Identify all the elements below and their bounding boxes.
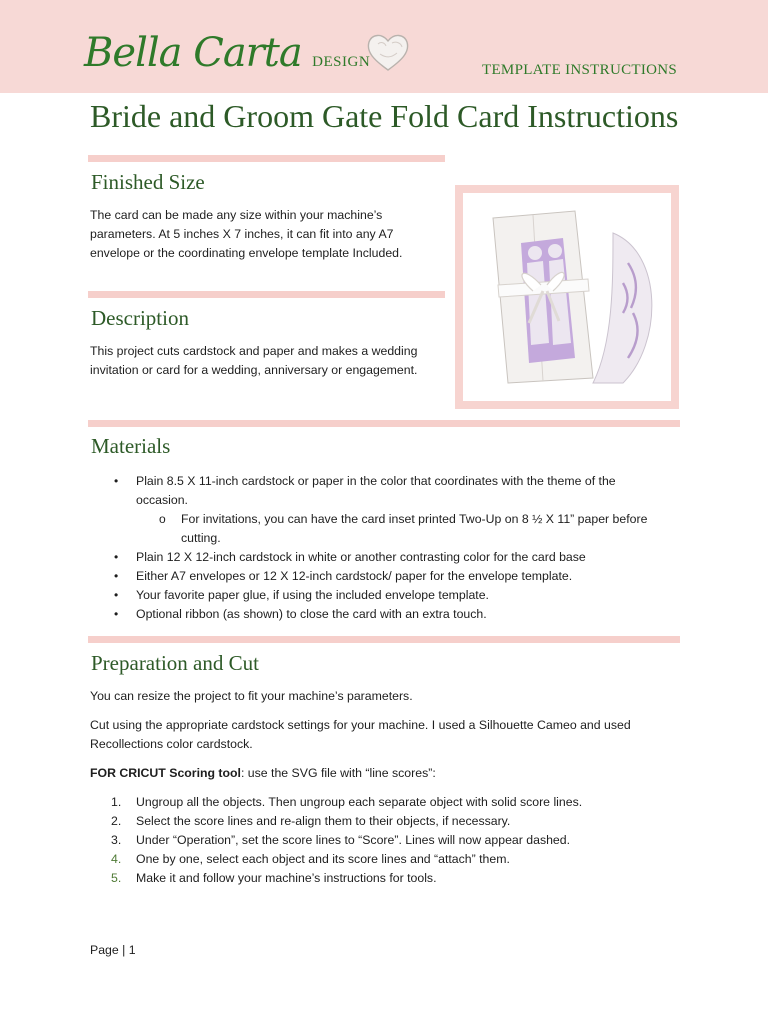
bullet-disc: • bbox=[114, 550, 119, 564]
list-item bbox=[111, 793, 676, 812]
list-item-text: Select the score lines and re-align them to their objects, if necessary. bbox=[136, 814, 511, 828]
materials-list bbox=[114, 472, 676, 624]
list-item-text: Plain 12 X 12-inch cardstock in white or another contrasting color for the card base bbox=[136, 550, 586, 564]
scoring-tool-text bbox=[90, 764, 436, 783]
bullet-circle: o bbox=[159, 512, 166, 526]
description-heading: Description bbox=[91, 306, 189, 330]
list-item-text: cutting. bbox=[181, 531, 221, 545]
section-divider bbox=[88, 155, 445, 162]
text-line: The card can be made any size within your machine’s bbox=[90, 208, 383, 222]
step-number: 2. bbox=[111, 814, 122, 828]
product-photo-frame bbox=[455, 185, 679, 409]
list-item bbox=[111, 869, 676, 888]
bullet-disc: • bbox=[114, 569, 119, 583]
finished-size-heading: Finished Size bbox=[91, 170, 205, 194]
bullet-disc: • bbox=[114, 607, 119, 621]
list-item bbox=[114, 586, 676, 605]
brand-logo-design: DESIGN bbox=[312, 54, 371, 70]
list-item bbox=[114, 567, 676, 586]
list-item-text: Either A7 envelopes or 12 X 12-inch cardstock/ paper for the envelope template. bbox=[136, 569, 573, 583]
bullet-disc: • bbox=[114, 474, 119, 488]
brand-logo bbox=[84, 30, 370, 76]
product-photo bbox=[463, 193, 671, 401]
step-number: 1. bbox=[111, 795, 122, 809]
list-item bbox=[114, 605, 676, 624]
bullet-disc: • bbox=[114, 588, 119, 602]
list-item-text: Under “Operation”, set the score lines to “Score”. Lines will now appear dashed. bbox=[136, 833, 571, 847]
list-item bbox=[111, 831, 676, 850]
list-item bbox=[114, 472, 676, 491]
gate-fold-card-illustration bbox=[463, 193, 671, 401]
section-divider bbox=[88, 420, 680, 427]
text-line: Recollections color cardstock. bbox=[90, 737, 253, 751]
list-item bbox=[114, 548, 676, 567]
step-number: 3. bbox=[111, 833, 122, 847]
text-line: Cut using the appropriate cardstock settings for your machine. I used a Silhouette Cameo and used bbox=[90, 718, 631, 732]
list-item-text: Optional ribbon (as shown) to close the card with an extra touch. bbox=[136, 607, 487, 621]
finished-size-text bbox=[90, 206, 402, 263]
text-line: invitation or card for a wedding, anniversary or engagement. bbox=[90, 363, 418, 377]
list-item-continuation bbox=[136, 491, 676, 510]
list-item-text: One by one, select each object and its score lines and “attach” them. bbox=[136, 852, 510, 866]
page-title: Bride and Groom Gate Fold Card Instructions bbox=[90, 98, 679, 134]
description-text bbox=[90, 342, 417, 380]
template-instructions-label: TEMPLATE INSTRUCTIONS bbox=[482, 62, 678, 78]
text-line: parameters. At 5 inches X 7 inches, it can fit into any A7 bbox=[90, 227, 394, 241]
text-line: This project cuts cardstock and paper and makes a wedding bbox=[90, 344, 418, 358]
cut-settings-text bbox=[90, 716, 631, 754]
preparation-heading: Preparation and Cut bbox=[91, 651, 259, 675]
heart-icon bbox=[364, 28, 412, 76]
text-line: envelope or the coordinating envelope template Included. bbox=[90, 246, 403, 260]
list-item-text: Ungroup all the objects. Then ungroup each separate object with solid score lines. bbox=[136, 795, 583, 809]
list-item-text: Make it and follow your machine’s instructions for tools. bbox=[136, 871, 437, 885]
step-number: 5. bbox=[111, 871, 122, 885]
sub-list-item-continuation bbox=[181, 529, 676, 548]
section-divider bbox=[88, 636, 680, 643]
list-item-text: Plain 8.5 X 11-inch cardstock or paper in the color that coordinates with the theme of the bbox=[136, 474, 616, 488]
step-number: 4. bbox=[111, 852, 122, 866]
list-item bbox=[111, 850, 676, 869]
list-item-text: Your favorite paper glue, if using the included envelope template. bbox=[136, 588, 489, 602]
materials-heading: Materials bbox=[91, 434, 171, 458]
page-number: Page | 1 bbox=[90, 943, 136, 957]
sub-list-item bbox=[159, 510, 676, 529]
scoring-tool-label: FOR CRICUT Scoring tool bbox=[90, 766, 241, 780]
brand-logo-script: Bella Carta bbox=[84, 30, 302, 76]
scoring-tool-rest: : use the SVG file with “line scores”: bbox=[240, 766, 436, 780]
section-divider bbox=[88, 291, 445, 298]
page-header bbox=[0, 0, 768, 93]
list-item-text: For invitations, you can have the card inset printed Two-Up on 8 ½ X 11” paper before bbox=[181, 512, 648, 526]
scoring-steps-list bbox=[111, 793, 676, 888]
preparation-text: You can resize the project to fit your machine’s parameters. bbox=[90, 689, 413, 703]
list-item bbox=[111, 812, 676, 831]
list-item-text: occasion. bbox=[136, 493, 188, 507]
